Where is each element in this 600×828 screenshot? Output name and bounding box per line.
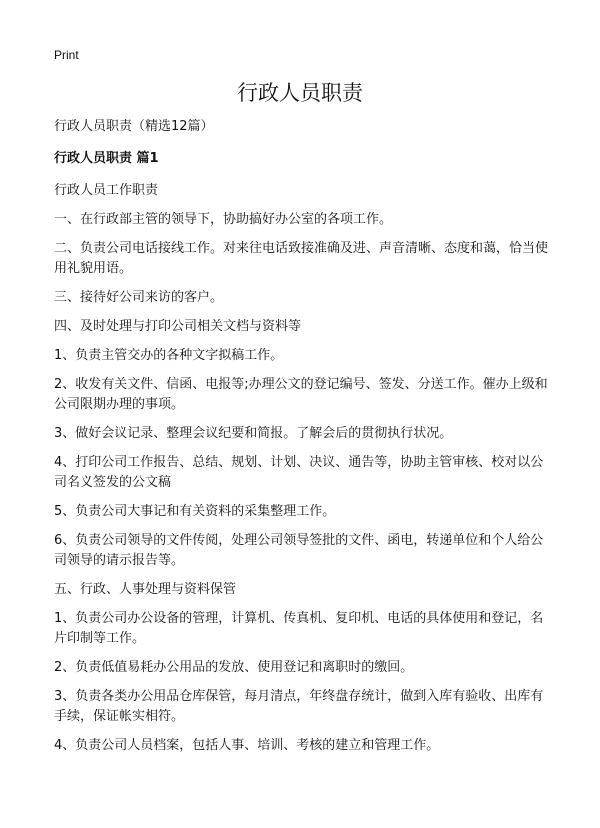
document-body	[54, 181, 550, 765]
paragraph: 一、在行政部主管的领导下，协助搞好办公室的各项工作。	[54, 212, 393, 227]
paragraph: 二、负责公司电话接线工作。对来往电话致接准确及进、声音清晰、态度和蔼，恰当使用礼貌用语。	[54, 241, 549, 276]
print-label: Print	[54, 48, 79, 62]
section-heading: 行政人员职责 篇1	[54, 151, 159, 166]
paragraph: 五、行政、人事处理与资料保管	[54, 582, 237, 597]
paragraph: 3、做好会议记录、整理会议纪要和简报。了解会后的贯彻执行状况。	[54, 426, 453, 441]
paragraph: 2、收发有关文件、信函、电报等;办理公文的登记编号、签发、分送工作。催办上级和公司限期办理的事项。	[54, 377, 548, 412]
paragraph: 1、负责主管交办的各种文字拟稿工作。	[54, 348, 284, 363]
paragraph: 2、负责低值易耗办公用品的发放、使用登记和离职时的缴回。	[54, 660, 414, 675]
paragraph: 4、打印公司工作报告、总结、规划、计划、决议、通告等，协助主管审核、校对以公司名义签发的公文稿	[54, 455, 544, 490]
paragraph: 5、负责公司大事记和有关资料的采集整理工作。	[54, 504, 336, 519]
paragraph: 1、负责公司办公设备的管理，计算机、传真机、复印机、电话的具体使用和登记，名片印制等工作。	[54, 611, 544, 646]
document-title: 行政人员职责	[237, 81, 363, 105]
paragraph: 6、负责公司领导的文件传阅，处理公司领导签批的文件、函电，转递单位和个人给公司领导的请示报告等。	[54, 533, 544, 568]
paragraph: 4、负责公司人员档案，包括人事、培训、考核的建立和管理工作。	[54, 738, 440, 753]
paragraph: 3、负责各类办公用品仓库保管，每月清点，年终盘存统计，做到入库有验收、出库有手续，保证帐实相符。	[54, 689, 544, 724]
paragraph: 四、及时处理与打印公司相关文档与资料等	[54, 319, 302, 334]
paragraph: 行政人员工作职责	[54, 183, 159, 198]
paragraph: 三、接待好公司来访的客户。	[54, 290, 224, 305]
document-subtitle: 行政人员职责（精选12篇）	[54, 119, 214, 134]
